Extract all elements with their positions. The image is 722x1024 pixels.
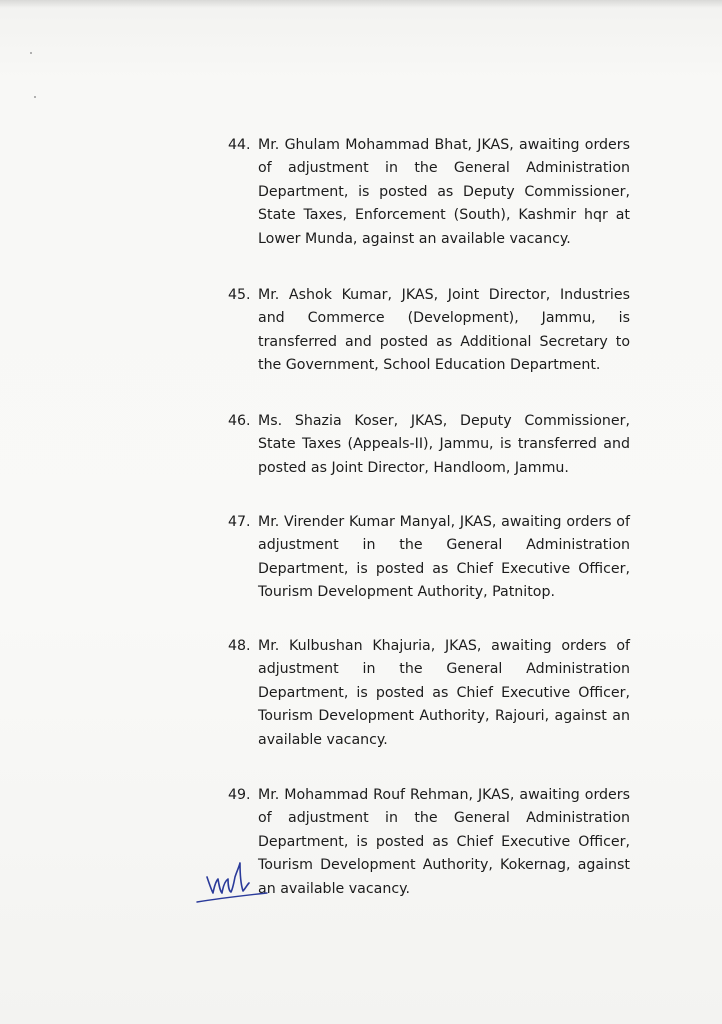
item-number: 46. <box>228 413 251 429</box>
item-text: Mr. Kulbushan Khajuria, JKAS, awaiting orders of adjustment in the General Administration Department, is posted as Chief Executive Officer, Tourism Development Authority, Rajouri, against an available vacancy. <box>258 638 630 748</box>
scan-top-shadow <box>0 0 722 8</box>
scan-speck <box>30 52 32 54</box>
item-text: Mr. Mohammad Rouf Rehman, JKAS, awaiting orders of adjustment in the General Administration Department, is posted as Chief Executive Officer, Tourism Development Authority, Kokernag, against an available vacancy. <box>258 787 630 897</box>
item-text: Ms. Shazia Koser, JKAS, Deputy Commissioner, State Taxes (Appeals-II), Jammu, is transferred and posted as Joint Director, Handloom, Jammu. <box>258 413 630 476</box>
item-number: 49. <box>228 787 251 803</box>
item-text: Mr. Virender Kumar Manyal, JKAS, awaiting orders of adjustment in the General Administration Department, is posted as Chief Executive Officer, Tourism Development Authority, Patnitop. <box>258 514 630 601</box>
scan-speck <box>34 96 36 98</box>
signature-underline <box>197 893 267 902</box>
item-number: 45. <box>228 287 251 303</box>
item-number: 47. <box>228 514 251 530</box>
item-number: 44. <box>228 137 251 153</box>
signature-stroke <box>207 863 249 893</box>
handwritten-signature <box>195 855 275 915</box>
item-text: Mr. Ghulam Mohammad Bhat, JKAS, awaiting orders of adjustment in the General Administration Department, is posted as Deputy Commissioner, State Taxes, Enforcement (South), Kashmir hqr at Lower Munda, against an available vacancy. <box>258 137 630 247</box>
item-text: Mr. Ashok Kumar, JKAS, Joint Director, Industries and Commerce (Development), Jammu, is transferred and posted as Additional Secretary to the Government, School Education Department. <box>258 287 630 374</box>
item-number: 48. <box>228 638 251 654</box>
